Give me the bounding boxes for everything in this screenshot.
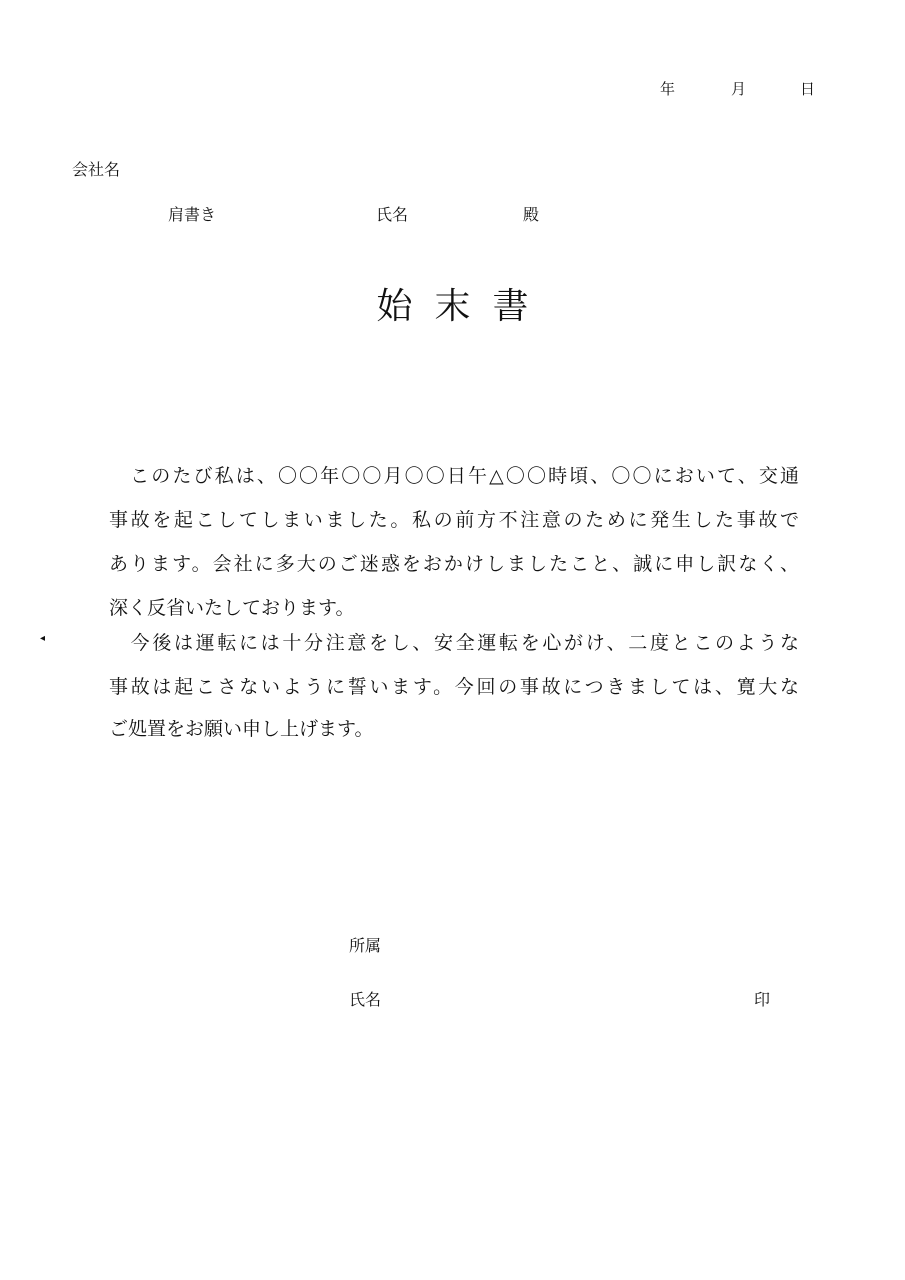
paragraph1-line: あります。会社に多大のご迷惑をおかけしましたこと、誠に申し訳なく、 xyxy=(109,553,799,575)
recipient-title: 肩書き xyxy=(168,205,217,224)
date-month-label: 月 xyxy=(731,80,747,98)
paragraph1-line: 事故を起こしてしまいました。私の前方不注意のために発生した事故で xyxy=(109,509,799,531)
paragraph2-line: ご処置をお願い申し上げます。 xyxy=(109,718,374,740)
recipient-honorific: 殿 xyxy=(523,205,540,224)
recipient-company-name: 会社名 xyxy=(72,160,121,179)
paragraph2-line: 今後は運転には十分注意をし、安全運転を心がけ、二度とこのような xyxy=(109,632,799,654)
paragraph1-line: 深く反省いたしております。 xyxy=(109,597,355,619)
paragraph1-line: このたび私は、〇〇年〇〇月〇〇日午△〇〇時頃、〇〇において、交通 xyxy=(109,465,799,487)
date-year-label: 年 xyxy=(660,80,676,98)
document-title: 始末書 xyxy=(376,286,551,327)
date-day-label: 日 xyxy=(800,80,816,98)
signature-name-label: 氏名 xyxy=(349,990,382,1009)
recipient-name: 氏名 xyxy=(376,205,409,224)
signature-seal-label: 印 xyxy=(754,990,771,1009)
paragraph2-line: 事故は起こさないように誓います。今回の事故につきましては、寛大な xyxy=(109,676,799,698)
paragraph-marker-icon: ◂ xyxy=(40,633,46,644)
signature-dept-label: 所属 xyxy=(349,936,382,955)
